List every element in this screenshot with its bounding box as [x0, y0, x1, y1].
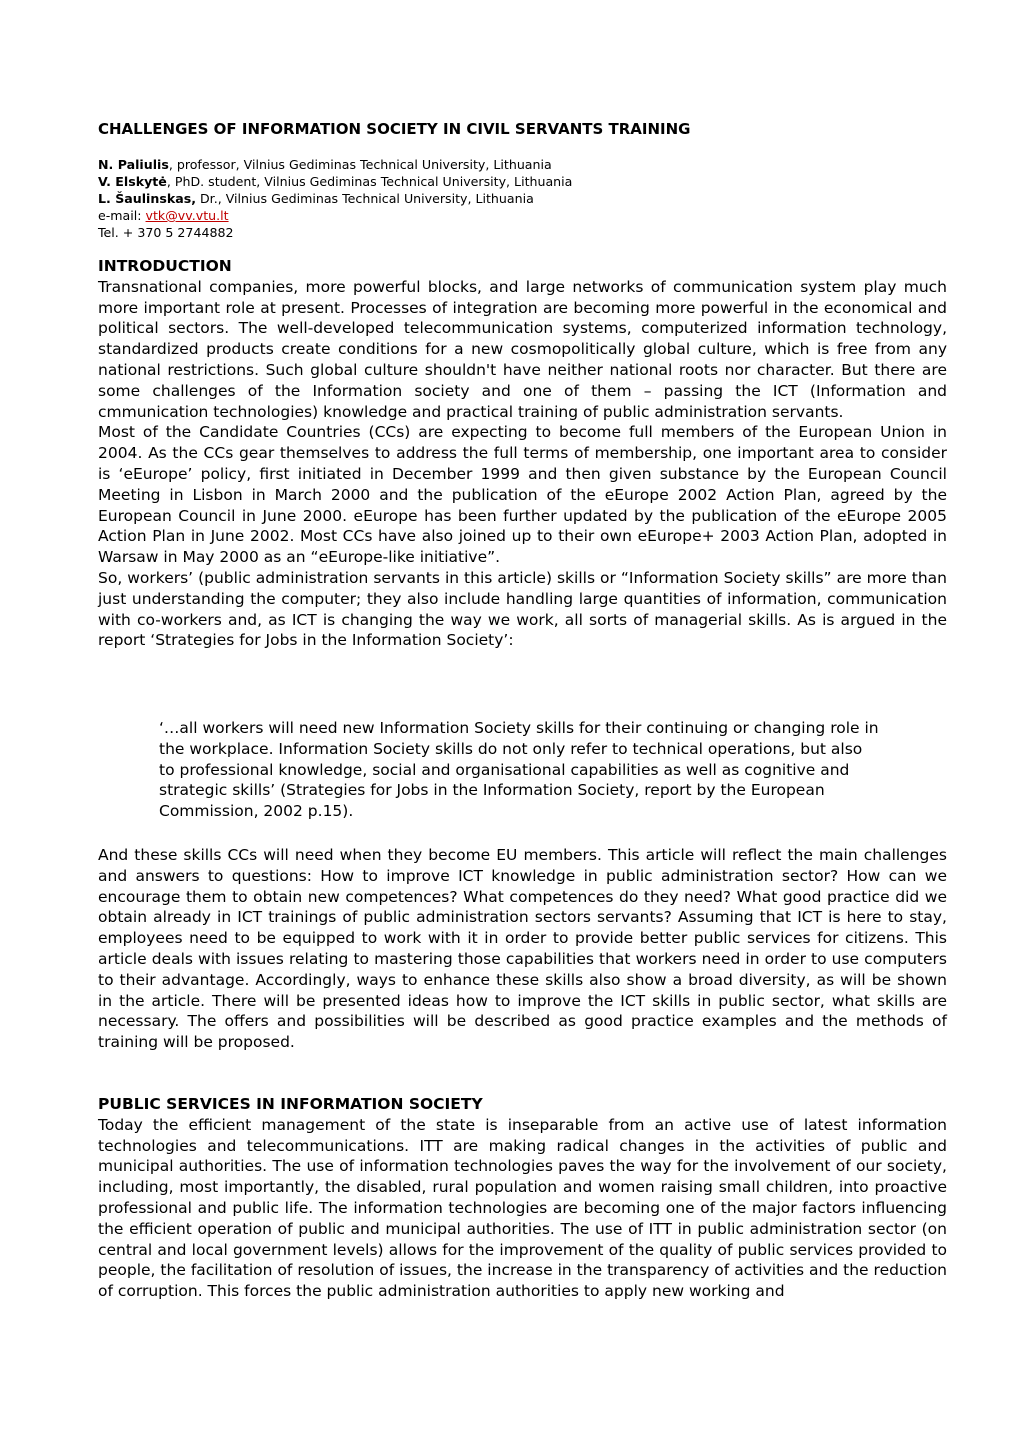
section-heading: INTRODUCTION	[98, 257, 232, 275]
author-affiliation: , PhD. student, Vilnius Gediminas Technical University, Lithuania	[166, 174, 573, 189]
paragraph: So, workers’ (public administration servants in this article) skills or “Information Society skills” are more than just understanding the computer; they also include handling large quantities of information, communication with co-workers and, as ICT is changing the way we work, all sorts of managerial skills. As is argued in the report ‘Strategies for Jobs in the Information Society’:	[98, 568, 947, 650]
author-affiliation: , professor, Vilnius Gediminas Technical University, Lithuania	[168, 157, 552, 172]
section-heading: PUBLIC SERVICES IN INFORMATION SOCIETY	[98, 1095, 483, 1113]
email-label: e-mail:	[98, 208, 146, 223]
email-line	[98, 207, 947, 224]
author-block	[98, 156, 947, 241]
phone-line: Tel. + 370 5 2744882	[98, 225, 234, 240]
author-line	[98, 173, 947, 190]
author-line	[98, 156, 947, 173]
public-services-section	[98, 1094, 947, 1302]
introduction-continued	[98, 845, 947, 1053]
email-link[interactable]: vtk@vv.vtu.lt	[145, 208, 229, 223]
author-affiliation: Dr., Vilnius Gediminas Technical University, Lithuania	[195, 191, 534, 206]
introduction-section	[98, 256, 947, 651]
author-name: N. Paliulis	[98, 157, 169, 172]
paper-title: CHALLENGES OF INFORMATION SOCIETY IN CIVIL SERVANTS TRAINING	[98, 120, 691, 138]
author-name: L. Šaulinskas,	[98, 191, 196, 206]
author-line	[98, 190, 947, 207]
paragraph: And these skills CCs will need when they become EU members. This article will reflect the main challenges and answers to questions: How to improve ICT knowledge in public administration sector? How can we encourage them to obtain new competences? What competences do they need? What good practice did we obtain already in ICT trainings of public administration sectors servants? Assuming that ICT is here to stay, employees need to be equipped to work with it in order to provide better public services for citizens. This article deals with issues relating to mastering those capabilities that workers need in order to use computers to their advantage. Accordingly, ways to enhance these skills also show a broad diversity, as will be shown in the article. There will be presented ideas how to improve the ICT skills in public sector, what skills are necessary. The offers and possibilities will be described as good practice examples and the methods of training will be proposed.	[98, 846, 947, 1052]
author-name: V. Elskytė	[98, 174, 167, 189]
paragraph: Most of the Candidate Countries (CCs) are expecting to become full members of the European Union in 2004. As the CCs gear themselves to address the full terms of membership, one important area to consider is ‘eEurope’ policy, first initiated in December 1999 and then given substance by the European Council Meeting in Lisbon in March 2000 and the publication of the eEurope 2002 Action Plan, agreed by the European Council in June 2000. eEurope has been further updated by the publication of the eEurope 2005 Action Plan in June 2002. Most CCs have also joined up to their own eEurope+ 2003 Action Plan, adopted in Warsaw in May 2000 as an “eEurope-like initiative”.	[98, 423, 947, 567]
paragraph: Today the efficient management of the state is inseparable from an active use of latest information technologies and telecommunications. ITT are making radical changes in the activities of public and municipal authorities. The use of information technologies paves the way for the involvement of our society, including, most importantly, the disabled, rural population and women raising small children, into proactive professional and public life. The information technologies are becoming one of the major factors influencing the efficient operation of public and municipal authorities. The use of ITT in public administration sector (on central and local government levels) allows for the improvement of the quality of public services provided to people, the facilitation of resolution of issues, the increase in the transparency of activities and the reduction of corruption. This forces the public administration authorities to apply new working and	[98, 1115, 947, 1301]
block-quote: ‘…all workers will need new Information Society skills for their continuing or changing role in the workplace. Information Society skills do not only refer to technical operations, but also to professional knowledge, social and organisational capabilities as well as cognitive and strategic skills’ (Strategies for Jobs in the Information Society, report by the European Commission, 2002 p.15).	[159, 719, 879, 821]
paragraph: Transnational companies, more powerful blocks, and large networks of communication system play much more important role at present. Processes of integration are becoming more powerful in the economical and political sectors. The well-developed telecommunication systems, computerized information technology, standardized products create conditions for a new cosmopolitically global culture, which is free from any national restrictions. Such global culture shouldn't have neither national roots nor character. But there are some challenges of the Information society and one of them – passing the ICT (Information and cmmunication technologies) knowledge and practical training of public administration servants.	[98, 277, 947, 421]
